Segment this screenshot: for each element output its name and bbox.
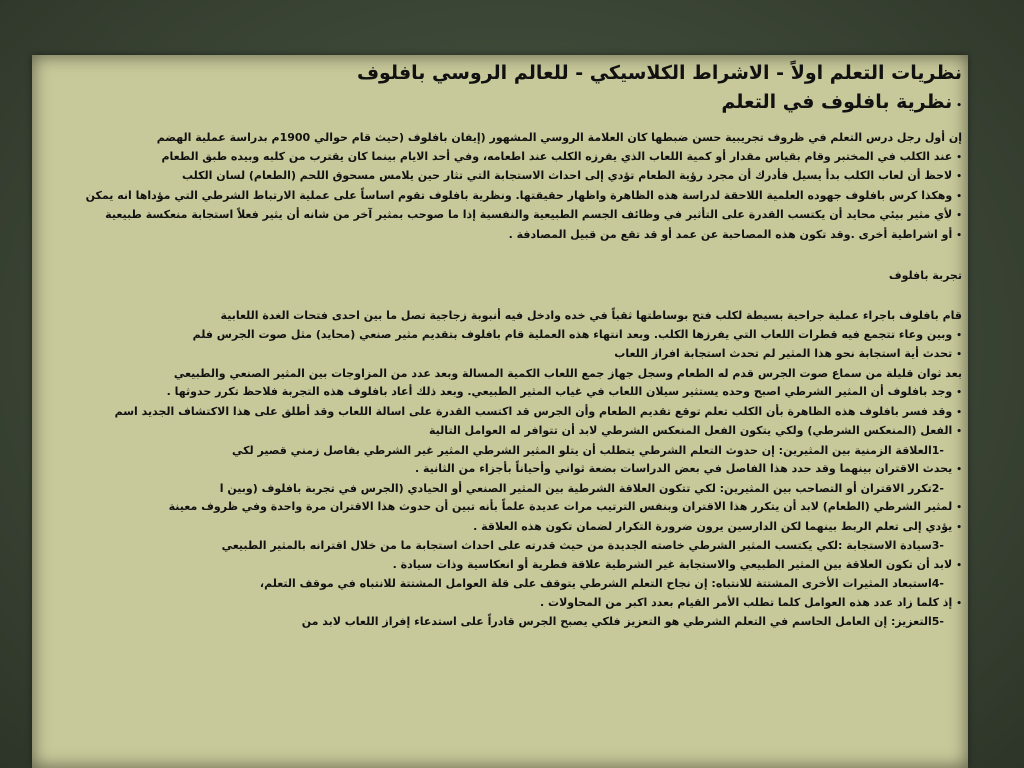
subtitle-text: نظرية بافلوف في التعلم (721, 91, 953, 113)
text-line (62, 518, 962, 538)
text-line (62, 345, 962, 365)
text-line (62, 148, 962, 168)
bullet-icon: • (956, 598, 962, 609)
text-line-content: وبين وعاء تتجمع فيه قطرات اللعاب التي يفرزها الكلب. وبعد انتهاء هذه العملية قام بافلوف بتقديم مثير صنعي (محايد) مثل صوت الجرس فلم (192, 327, 953, 341)
text-line: -3سيادة الاستجابة :لكي يكتسب المثير الشرطي خاصته الجديدة من حيث قدرته على احداث استجابة ما من خلال اقترانه بالمثير الطبيعي (221, 539, 944, 552)
experiment-paragraph (62, 307, 962, 632)
text-line-content: لأي مثير بيئي محايد أن يكتسب القدرة على التأثير في وظائف الجسم الطبيعية والنفسية إذا ما صوحب بمثير آخر من شانه أن يثير فعلاً استجابة منعكسة طبيعية (105, 208, 953, 221)
text-line (62, 422, 962, 442)
text-line-content: وقد فسر بافلوف هذه الظاهرة بأن الكلب تعلم توقع تقديم الطعام وأن الجرس قد اكتسب القدرة على اسالة اللعاب وقد أطلق على هذا الاكتشاف الجديد اسم (114, 404, 953, 418)
slide (32, 55, 968, 768)
text-line-content: وجد بافلوف أن المثير الشرطي اصبح وحده يستثير سيلان اللعاب في غياب المثير الطبيعي. وبعد ذلك أعاد بافلوف هذه التجربة فلاحظ تكرر حدوثها . (166, 385, 953, 398)
text-line: بعد ثوان قليلة من سماع صوت الجرس قدم له الطعام وسجل جهاز جمع اللعاب الكمية المسالة وبعد عدد من المزاوجات بين المثير الصنعي والطبيعي (173, 366, 962, 380)
text-line (62, 326, 962, 346)
bullet-icon: • (956, 101, 962, 111)
text-line (62, 383, 962, 403)
text-line-content: وهكذا كرس بافلوف جهوده العلمية اللاحقة لدراسة هذه الظاهرة واظهار حقيقتها. ونظرية بافلوف تقوم اساساً على عملية الارتباط الشرطي التي مؤداها انه يمكن (85, 188, 953, 202)
text-line-content: إذ كلما زاد عدد هذه العوامل كلما تطلب الأمر القيام بعدد اكبر من المحاولات . (540, 595, 953, 609)
bullet-icon: • (956, 211, 962, 221)
text-line: -1العلاقة الزمنية بين المثيرين: إن حدوث التعلم الشرطي يتطلب أن يتلو المثير الشرطي المثير غير الشرطي بفاصل زمني قصير لكي (231, 443, 944, 457)
bullet-icon: • (956, 427, 962, 437)
text-line: إن أول رجل درس التعلم في ظروف تجريبية حسن ضبطها كان العلامة الروسي المشهور (إيفان بافلوف (حيث قام حوالي 1900م بدراسة عملية الهضم (156, 131, 962, 144)
text-line-content: لاحظ أن لعاب الكلب بدأ يسيل فأدرك أن مجرد رؤية الطعام تؤدي إلى احداث الاستجابة التي تثار حين يلامس مسحوق اللحم (الطعام) لسان الكلب (181, 169, 953, 182)
bullet-icon: • (956, 560, 962, 571)
bullet-icon: • (956, 191, 962, 202)
text-line-content: أو اشراطية أخرى .وقد تكون هذه المصاحبة عن عمد أو قد تقع من قبيل المصادفة . (508, 227, 953, 241)
text-line (62, 498, 962, 518)
bullet-icon: • (956, 388, 962, 398)
text-line (62, 187, 962, 207)
bullet-icon: • (956, 465, 962, 475)
text-line (62, 167, 962, 187)
text-line: قام بافلوف باجراء عملية جراحية بسيطة لكلب فتح بوساطتها ثقباً في خده وادخل فيه أنبوبة زجاجية تصل ما بين احدى فتحات الغدة اللعابية (220, 309, 962, 322)
text-line-content: يحدث الاقتران بينهما وقد حدد هذا الفاصل في بعض الدراسات بضعة ثواني وأحياناً بأجزاء من الثانية . (415, 462, 953, 475)
text-line (62, 594, 962, 614)
text-line-content: الفعل (المنعكس الشرطي) ولكي يتكون الفعل المنعكس الشرطي لابد أن تتوافر له العوامل التالية (429, 424, 953, 437)
text-line (62, 556, 962, 576)
text-line-content: لمثير الشرطي (الطعام) لابد أن يتكرر هذا الاقتران وبنفس الترتيب مرات عديدة علماً بأنه تبين أن حدوث هذا الاقتران مرة واحدة وفي ظروف معينة (168, 500, 953, 513)
bullet-icon: • (956, 152, 962, 163)
bullet-icon: • (956, 350, 962, 360)
bullet-icon: • (956, 503, 962, 513)
bullet-icon: • (956, 172, 962, 182)
text-line (62, 206, 962, 226)
text-line: -5التعزيز: إن العامل الحاسم في التعلم الشرطي هو التعزيز فلكي يصبح الجرس قادراً على استدعاء إفراز اللعاب لابد من (301, 615, 944, 628)
intro-paragraph (62, 129, 962, 245)
bullet-icon: • (956, 407, 962, 418)
text-line-content: تحدث أية استجابة نحو هذا المثير لم تحدث استجابة افراز اللعاب (614, 347, 953, 360)
text-line (62, 403, 962, 423)
text-line: -4استبعاد المثيرات الأخرى المشتتة للانتباه: إن نجاح التعلم الشرطي يتوقف على قلة العوامل المشتتة للانتباه في موقف التعلم، (259, 577, 944, 590)
slide-content (62, 59, 962, 632)
experiment-heading: تجربة بافلوف (888, 269, 962, 282)
text-line-content: لابد أن تكون العلاقة بين المثير الطبيعي والاستجابة غير الشرطية علاقة فطرية أو انعكاسية وذات سيادة . (392, 557, 953, 571)
bullet-icon: • (956, 330, 962, 341)
text-line-content: عند الكلب في المختبر وقام بقياس مقدار أو كمية اللعاب الذي يفرزه الكلب عند اطعامه، وفي أحد الايام بينما كان يقترب من كلبه وبيده طبق الطعام (161, 149, 953, 163)
bullet-icon: • (956, 230, 962, 241)
slide-subtitle (62, 87, 962, 121)
text-line (62, 460, 962, 480)
bullet-icon: • (956, 522, 962, 533)
text-line (62, 226, 962, 246)
text-line: -2تكرر الاقتران أو التصاحب بين المثيرين: لكي تتكون العلاقة الشرطية بين المثير الصنعي أو الحيادي (الجرس في تجربة بافلوف (وبين ا (219, 481, 944, 495)
text-line-content: يؤدي إلى تعلم الربط بينهما لكن الدارسين يرون ضرورة التكرار لضمان تكون هذه العلاقة . (473, 519, 953, 533)
slide-title: نظريات التعلم اولاً - الاشراط الكلاسيكي - للعالم الروسي بافلوف (356, 62, 962, 84)
